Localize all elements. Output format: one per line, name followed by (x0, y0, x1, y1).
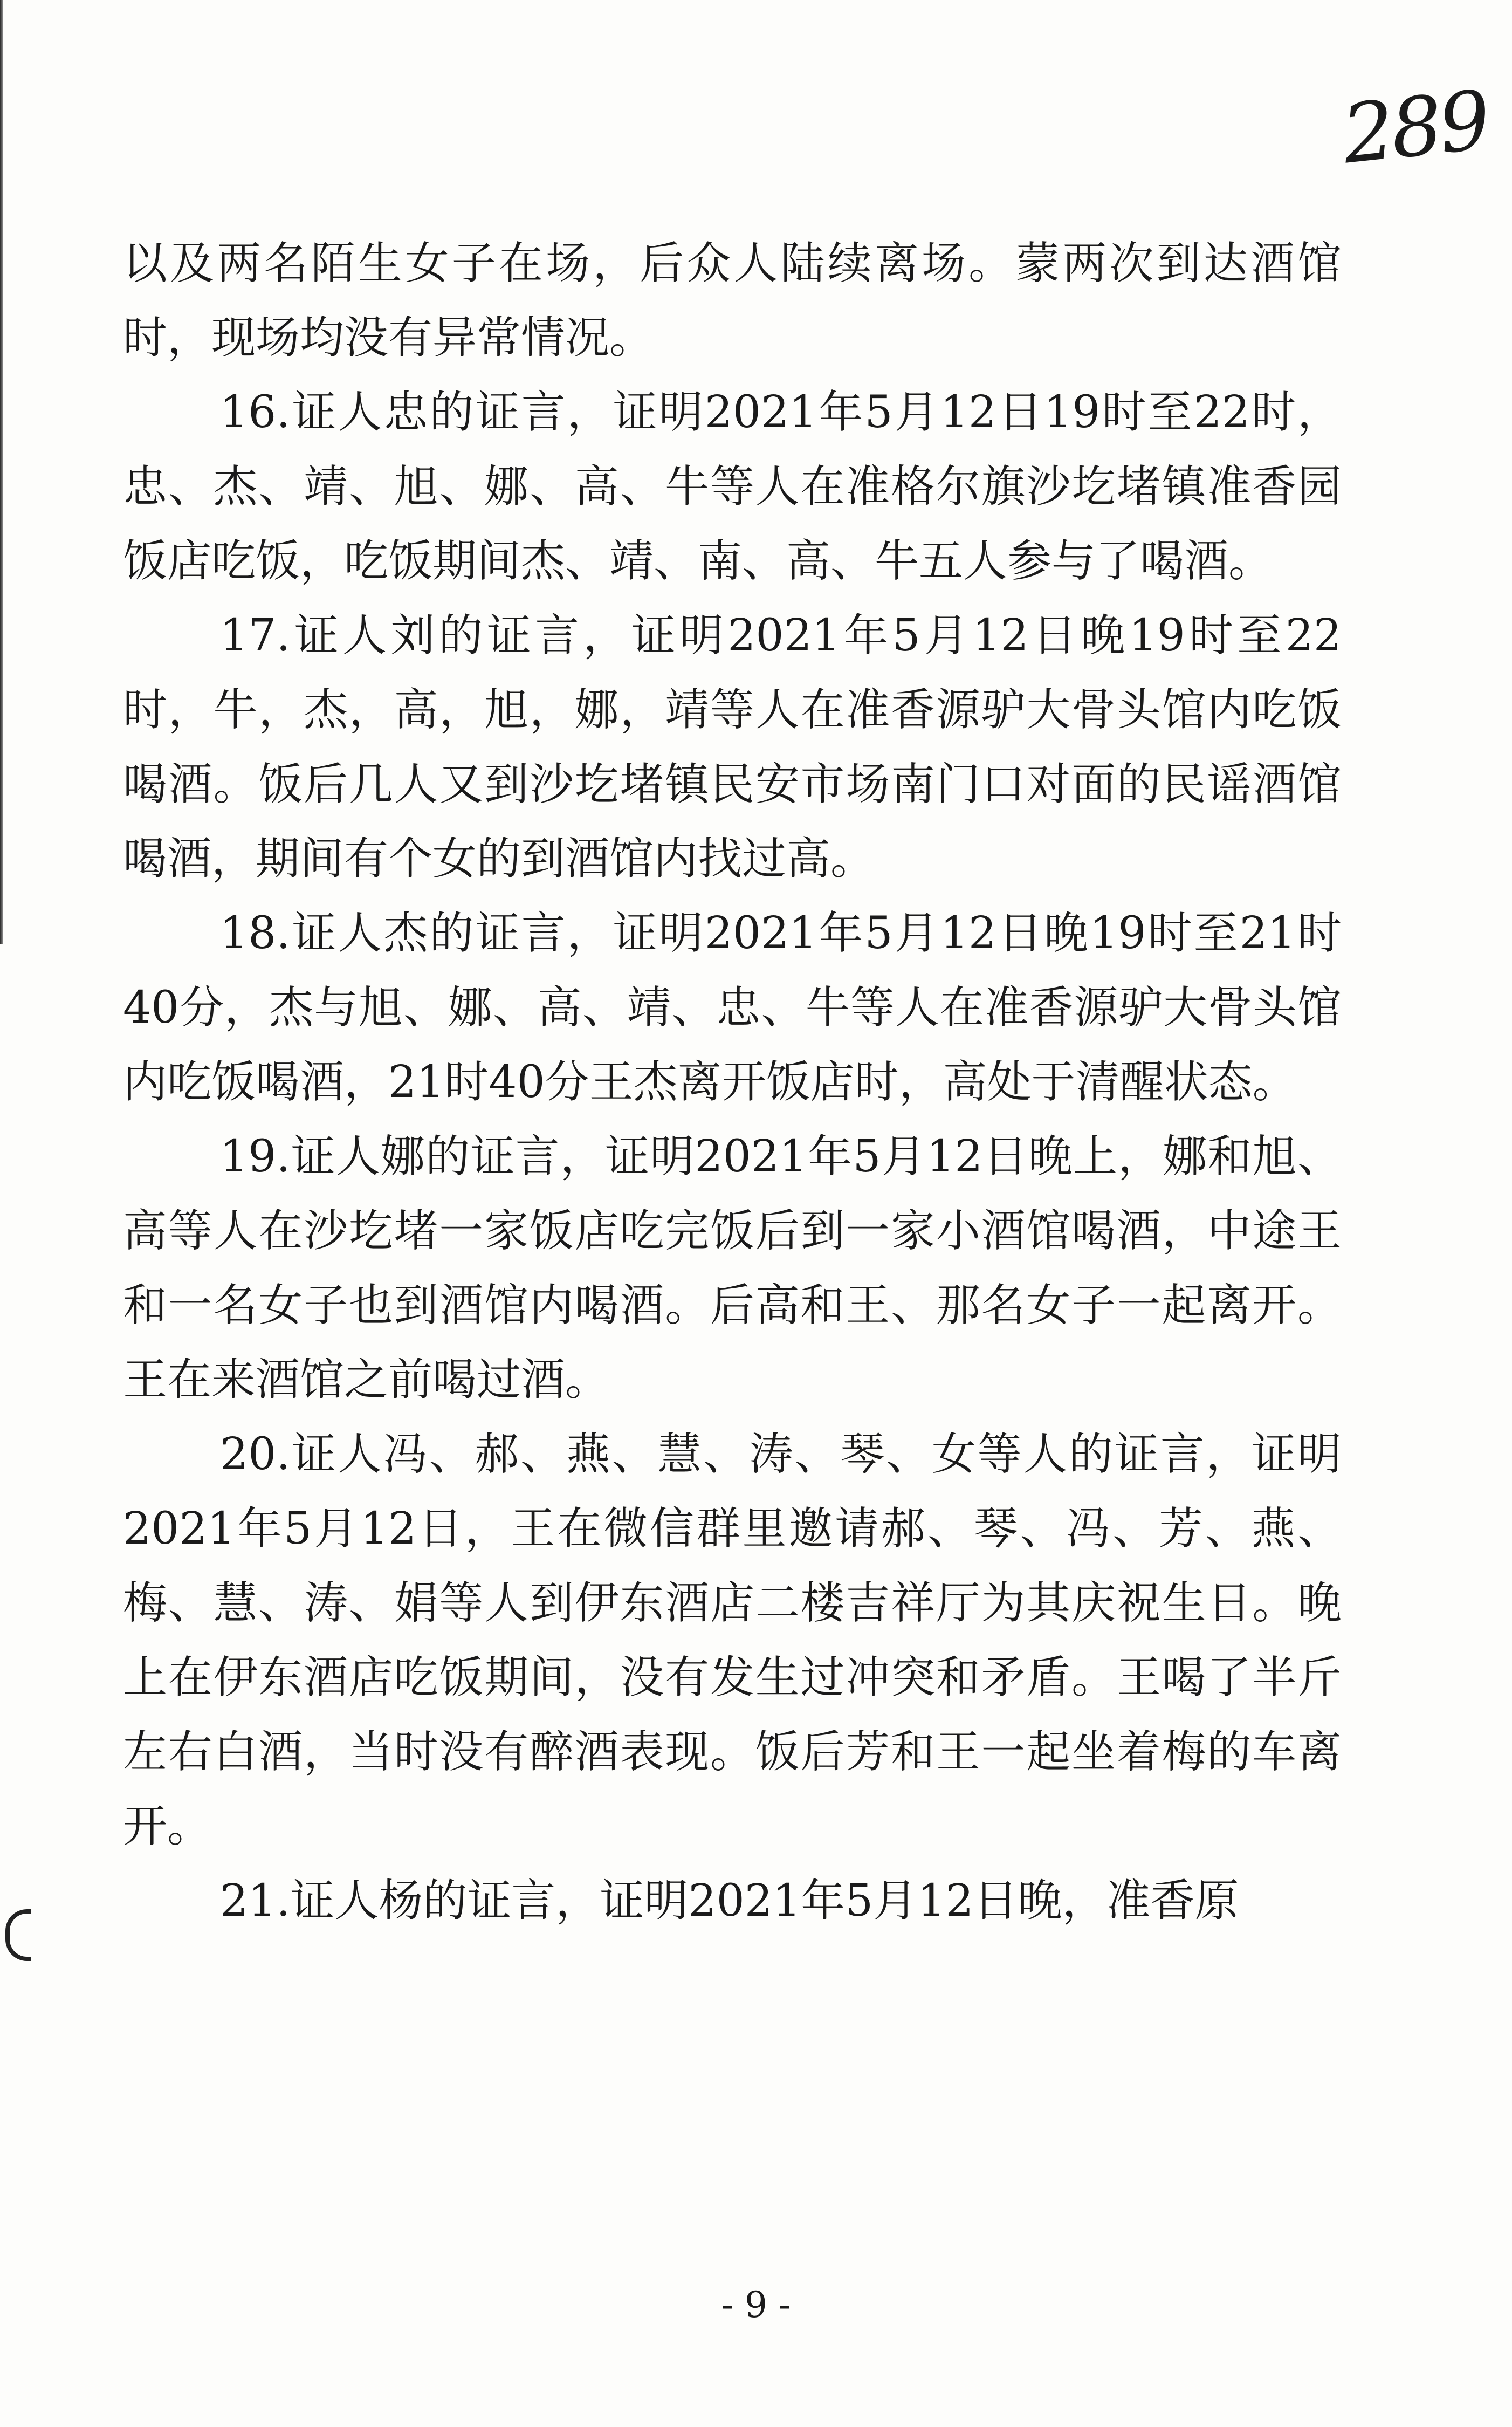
page-number: - 9 - (721, 2284, 791, 2326)
paragraph-continued: 以及两名陌生女子在场，后众人陆续离场。蒙两次到达酒馆时，现场均没有异常情况。 (123, 238, 1342, 364)
paragraph-20: 20.证人冯、郝、燕、慧、涛、琴、女等人的证言，证明2021年5月12日，王在微信群里邀请郝、琴、冯、芳、燕、梅、慧、涛、娟等人到伊东酒店二楼吉祥厅为其庆祝生日。晚上在伊东酒店吃饭期间，没有发生过冲突和矛盾。王喝了半斤左右白酒，当时没有醉酒表现。饭后芳和王一起坐着梅的车离开。 (123, 1429, 1342, 1852)
scan-edge-shadow (0, 0, 3, 944)
handwritten-page-stamp: 289 (1338, 73, 1492, 182)
document-body (123, 227, 1342, 1938)
paragraph-19: 19.证人娜的证言，证明2021年5月12日晚上，娜和旭、高等人在沙圪堵一家饭店吃完饭后到一家小酒馆喝酒，中途王和一名女子也到酒馆内喝酒。后高和王、那名女子一起离开。王在来酒馆之前喝过酒。 (123, 1131, 1342, 1406)
paragraph-18: 18.证人杰的证言，证明2021年5月12日晚19时至21时40分，杰与旭、娜、高、靖、忠、牛等人在准香源驴大骨头馆内吃饭喝酒，21时40分王杰离开饭店时，高处于清醒状态。 (123, 908, 1342, 1108)
paragraph-16: 16.证人忠的证言，证明2021年5月12日19时至22时，忠、杰、靖、旭、娜、高、牛等人在准格尔旗沙圪堵镇准香园饭店吃饭，吃饭期间杰、靖、南、高、牛五人参与了喝酒。 (123, 387, 1342, 587)
binding-hole-mark (5, 1909, 31, 1961)
paragraph-21: 21.证人杨的证言，证明2021年5月12日晚，准香原 (220, 1875, 1239, 1926)
paragraph-17: 17.证人刘的证言，证明2021年5月12日晚19时至22时，牛，杰，高，旭，娜，靖等人在准香源驴大骨头馆内吃饭喝酒。饭后几人又到沙圪堵镇民安市场南门口对面的民谣酒馆喝酒，期间有个女的到酒馆内找过高。 (123, 610, 1342, 885)
